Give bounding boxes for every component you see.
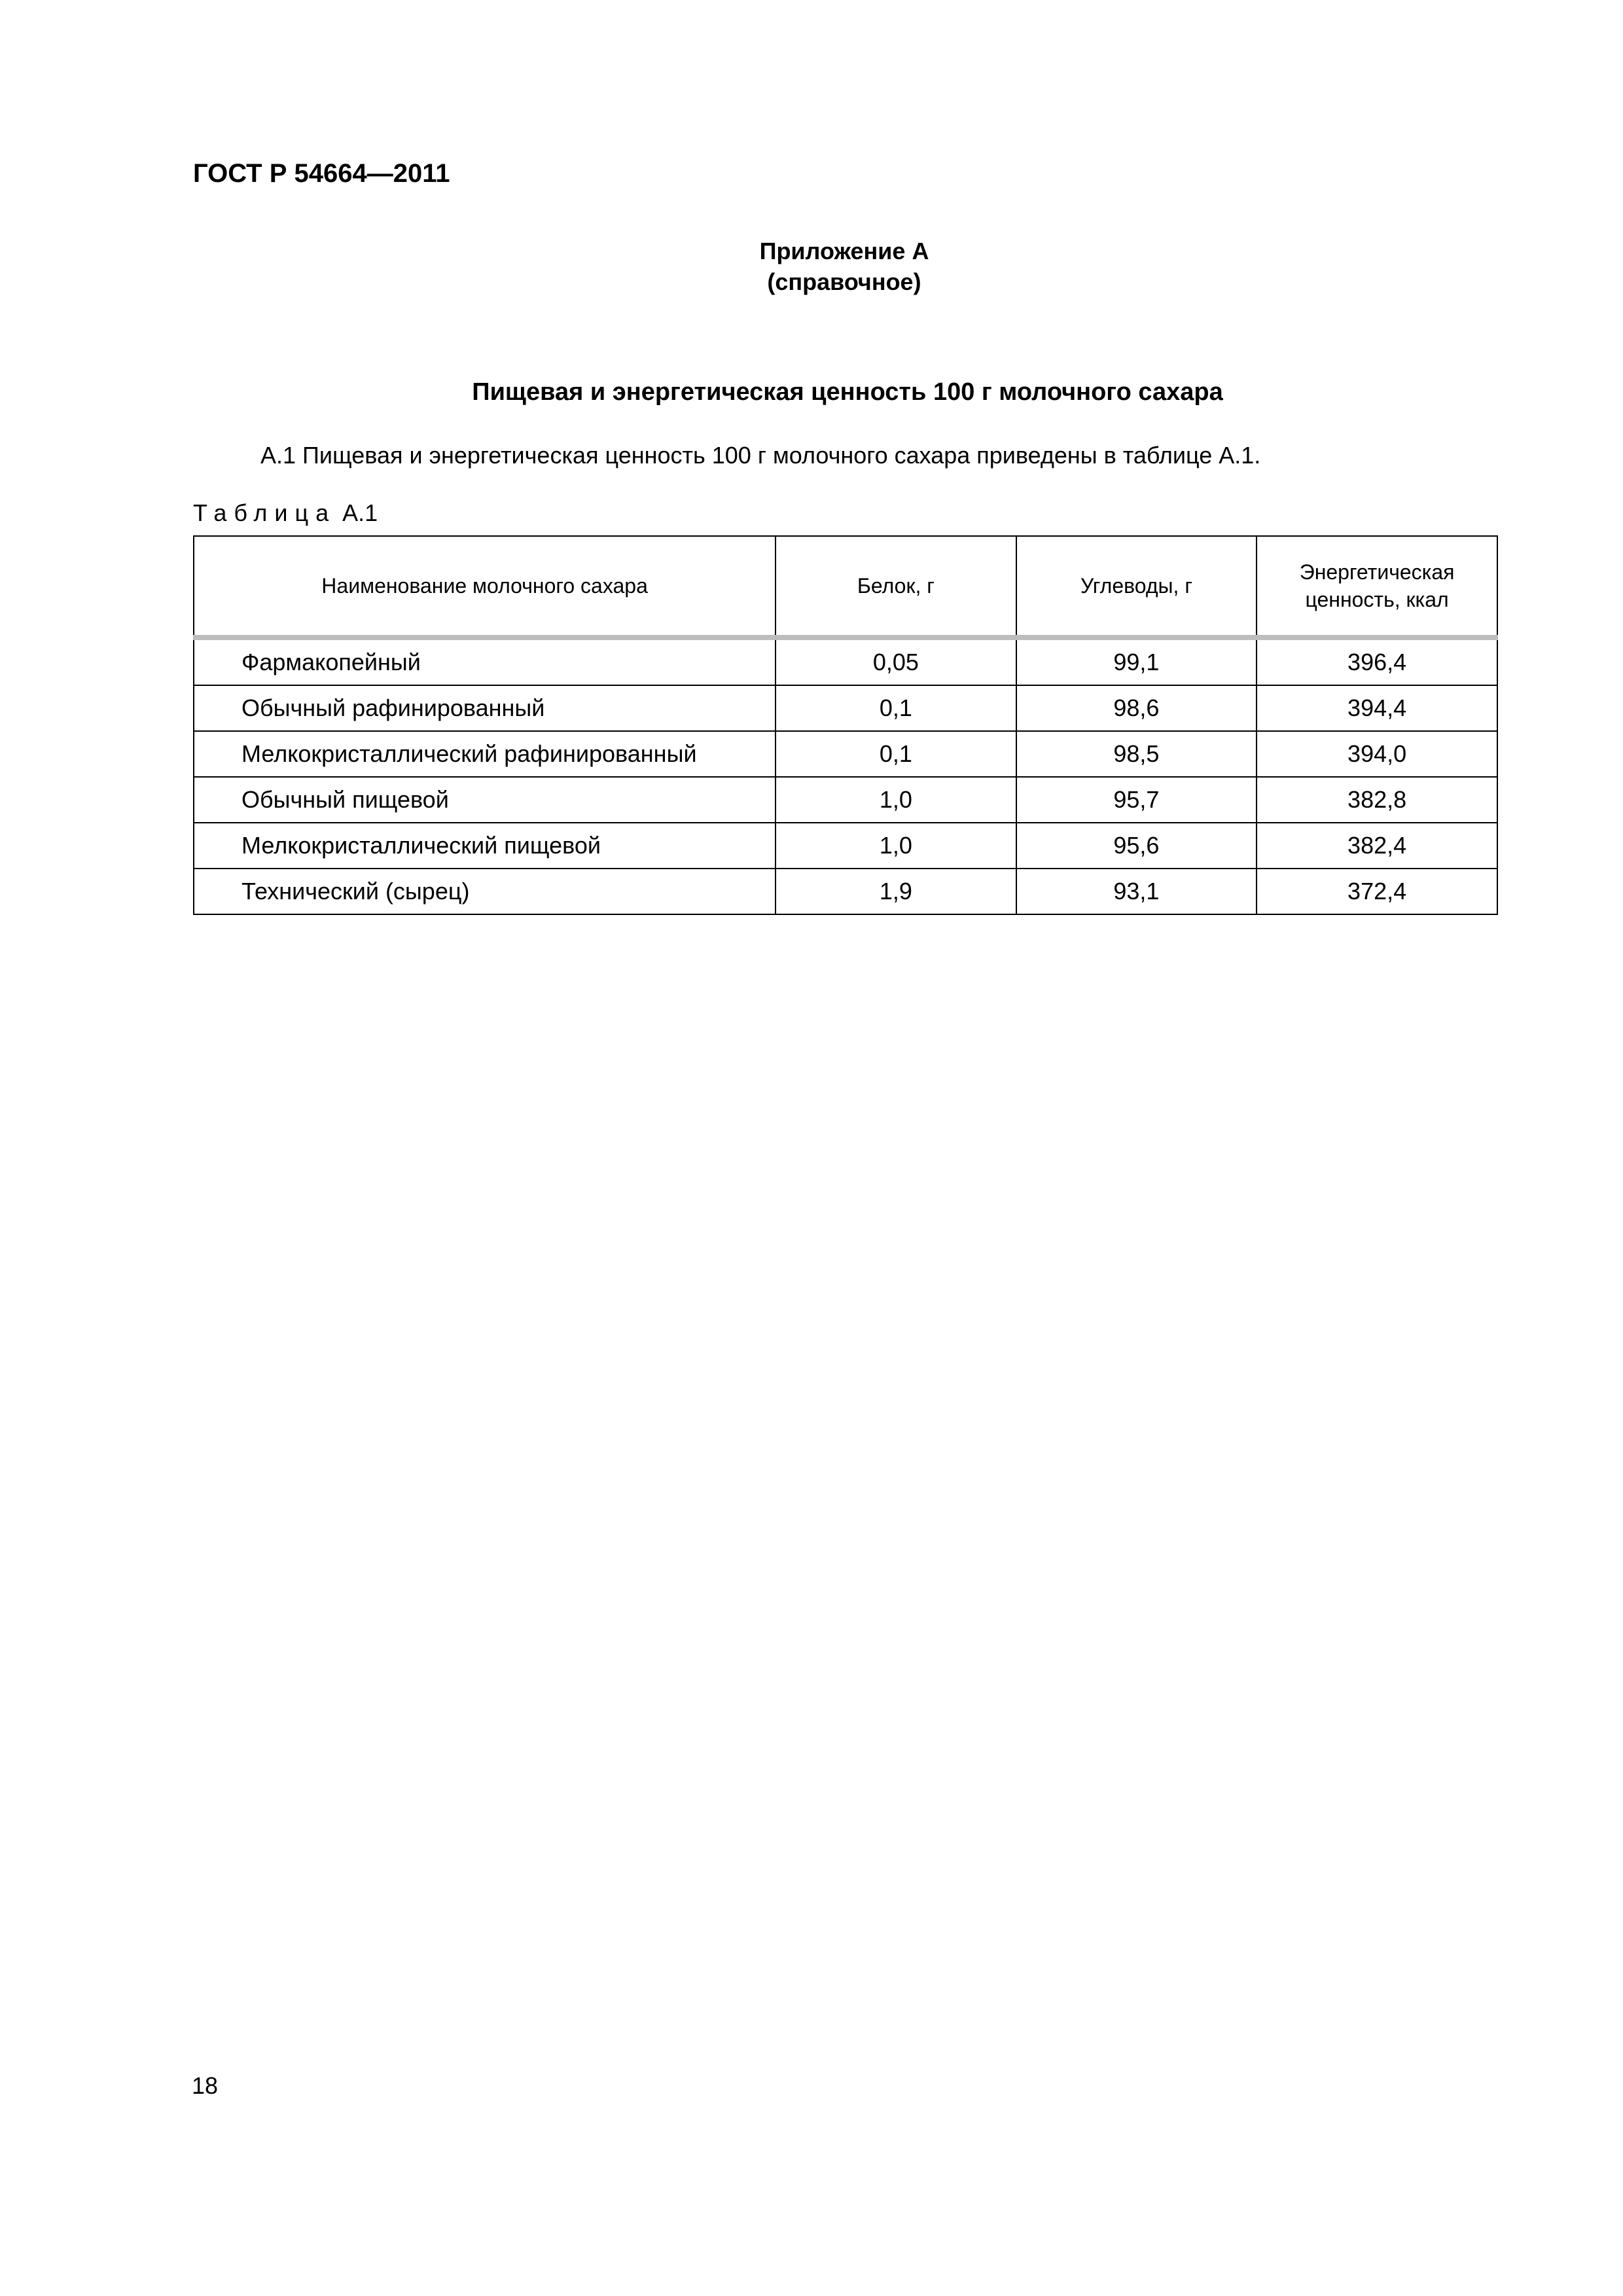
cell-carbohydrates: 95,6 — [1016, 823, 1257, 869]
cell-sugar-name: Фармакопейный — [194, 637, 776, 685]
column-header-carbohydrates: Углеводы, г — [1016, 536, 1257, 637]
table-row — [194, 731, 1497, 777]
section-title: Пищевая и энергетическая ценность 100 г молочного сахара — [472, 378, 1223, 406]
cell-energy: 382,4 — [1257, 823, 1497, 869]
column-header-protein: Белок, г — [776, 536, 1016, 637]
cell-sugar-name: Обычный рафинированный — [194, 685, 776, 731]
cell-energy: 394,0 — [1257, 731, 1497, 777]
cell-carbohydrates: 99,1 — [1016, 637, 1257, 685]
cell-carbohydrates: 95,7 — [1016, 777, 1257, 823]
cell-sugar-name: Мелкокристаллический рафинированный — [194, 731, 776, 777]
cell-protein: 1,0 — [776, 777, 1016, 823]
cell-protein: 1,0 — [776, 823, 1016, 869]
document-code: ГОСТ Р 54664—2011 — [193, 159, 450, 188]
table-caption-word: Таблица — [193, 499, 336, 526]
cell-sugar-name: Обычный пищевой — [194, 777, 776, 823]
table-row — [194, 637, 1497, 685]
cell-sugar-name: Мелкокристаллический пищевой — [194, 823, 776, 869]
cell-sugar-name: Технический (сырец) — [194, 869, 776, 914]
cell-protein: 1,9 — [776, 869, 1016, 914]
intro-paragraph: А.1 Пищевая и энергетическая ценность 100 г молочного сахара приведены в таблице А.1. — [260, 442, 1261, 469]
cell-carbohydrates: 93,1 — [1016, 869, 1257, 914]
cell-protein: 0,1 — [776, 731, 1016, 777]
cell-protein: 0,1 — [776, 685, 1016, 731]
table-header-row — [194, 536, 1497, 637]
table-caption-number: А.1 — [342, 499, 378, 526]
cell-energy: 372,4 — [1257, 869, 1497, 914]
cell-protein: 0,05 — [776, 637, 1016, 685]
table-row — [194, 869, 1497, 914]
cell-energy: 382,8 — [1257, 777, 1497, 823]
table-row — [194, 823, 1497, 869]
cell-energy: 394,4 — [1257, 685, 1497, 731]
page-number: 18 — [192, 2072, 219, 2099]
column-header-energy — [1257, 536, 1497, 637]
column-header-energy-text: Энергетическая ценность, ккал — [1299, 560, 1455, 611]
table-caption — [193, 499, 378, 527]
table-row — [194, 777, 1497, 823]
appendix-title: Приложение А — [759, 238, 929, 264]
cell-carbohydrates: 98,5 — [1016, 731, 1257, 777]
cell-carbohydrates: 98,6 — [1016, 685, 1257, 731]
appendix-heading — [0, 236, 1623, 297]
appendix-subtitle: (справочное) — [767, 268, 921, 295]
cell-energy: 396,4 — [1257, 637, 1497, 685]
column-header-name: Наименование молочного сахара — [194, 536, 776, 637]
table-row — [194, 685, 1497, 731]
nutrition-table — [193, 535, 1498, 915]
